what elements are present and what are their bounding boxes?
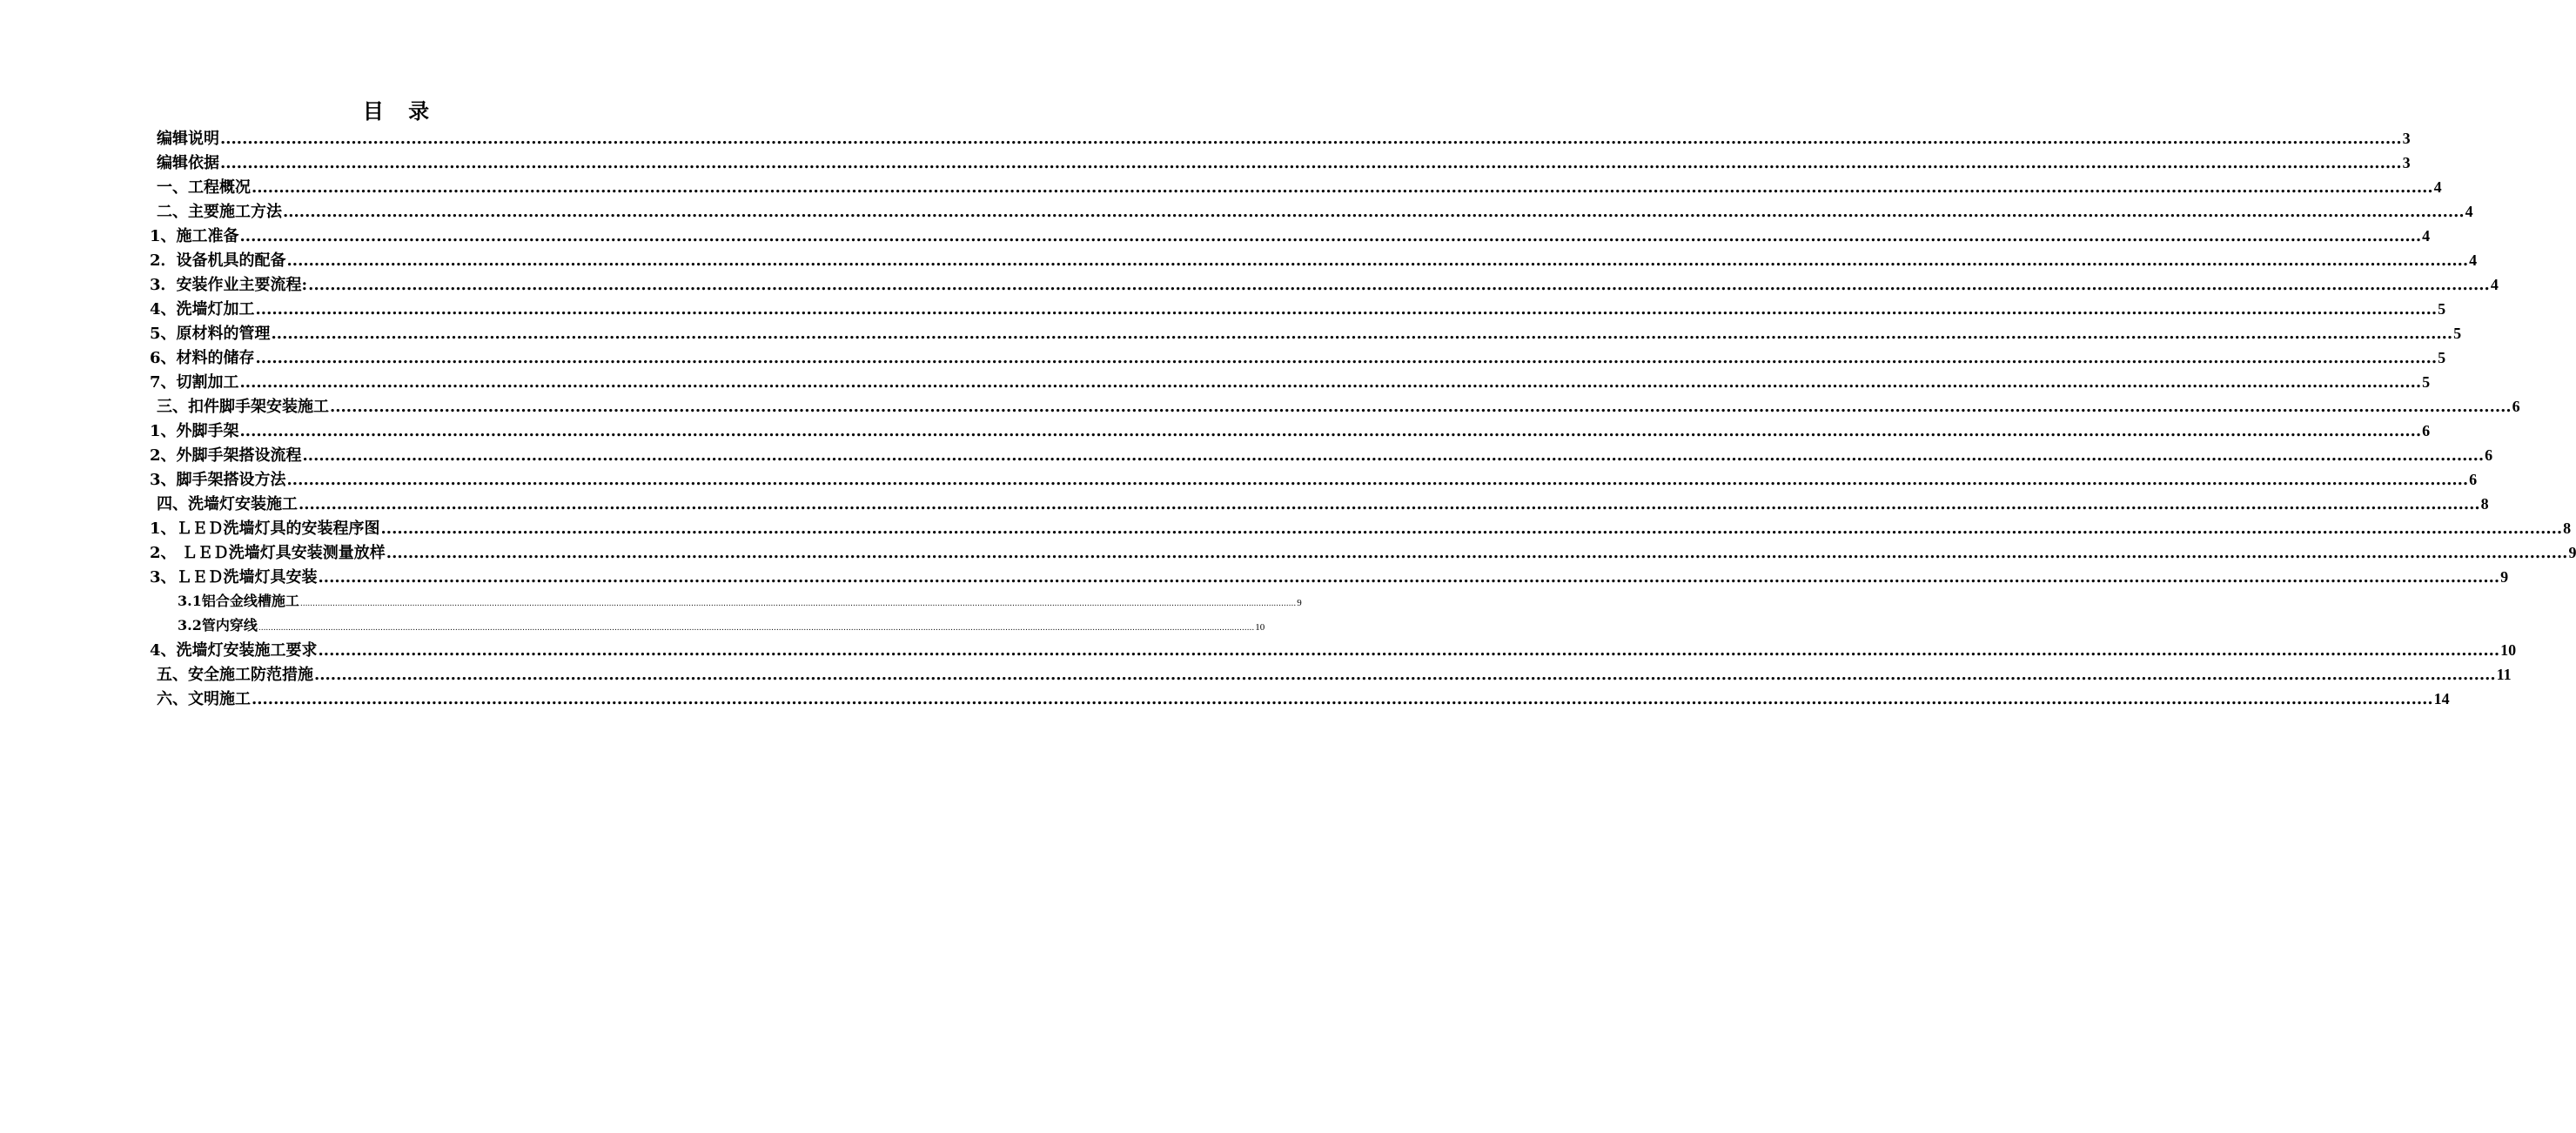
toc-dot-leader: ................................................................................................................................................................................................................................................................................................................................................................................................................ [308, 276, 2490, 294]
toc-entry-page-number: 4 [2433, 178, 2442, 196]
toc-dot-leader: ................................................................................................................................................................................................................................................................................................................................................................................................................ [255, 300, 2438, 318]
toc-dot-leader: ................................................................................................................................................................................................................................................................................................................................................................................................................ [318, 641, 2500, 660]
toc-entry-page-number: 4 [2469, 251, 2478, 269]
toc-entry-page-number: 8 [2563, 520, 2572, 537]
toc-entry-label: 编辑说明 [157, 130, 219, 148]
toc-entry[interactable] [150, 565, 2509, 589]
toc-entry[interactable] [150, 199, 2473, 224]
toc-entry-label: 3.2管内穿线 [178, 617, 258, 634]
toc-entry-label: 5、原材料的管理 [150, 325, 271, 343]
toc-entry[interactable] [150, 175, 2442, 199]
toc-entry-label: 1、施工准备 [150, 227, 239, 245]
toc-title: 目 录 [362, 98, 439, 124]
toc-dot-leader: ................................................................................................................................................................................................................................................................................................................................................................................................................ [286, 251, 2469, 270]
toc-dot-leader: ................................................................................................................................................................................................................................................................................................................................................................................................................ [271, 325, 2453, 343]
toc-entry-label: 编辑依据 [157, 154, 219, 172]
toc-entry-label: 一、工程概况 [157, 178, 251, 197]
toc-dot-leader: ................................................................................................................................................................................................................................................................................................................................................................................................................ [386, 544, 2568, 562]
toc-entry-page-number: 4 [2422, 227, 2431, 245]
toc-entry[interactable] [150, 662, 2512, 687]
toc-entry-page-number: 9 [2500, 568, 2509, 586]
toc-entry[interactable] [150, 516, 2572, 540]
toc-dot-leader: ................................................................................................................................................................................................................................................................................................................................................................................................................ [239, 227, 2422, 245]
toc-entry-label: 3、ＬＥＤ洗墙灯具安装 [150, 568, 318, 587]
toc-entry-page-number: 6 [2485, 446, 2493, 464]
toc-dot-leader: ................................................................................................................................................................................................................................................................................................................................................................................................................ [239, 373, 2422, 392]
toc-entry-label: 2、外脚手架搭设流程 [150, 446, 302, 465]
toc-entry-label: 4、洗墙灯加工 [150, 300, 255, 318]
toc-entry-page-number: 5 [2422, 373, 2431, 391]
toc-entry-page-number: 6 [2422, 422, 2431, 439]
toc-dot-leader: ................................................................................................................................................................................................................................................................................................................................................................................................................ [283, 203, 2465, 221]
toc-entry[interactable] [150, 321, 2462, 345]
toc-dot-leader: ................................................................................................................................................................................................................................................................................................................................................................................................................ [252, 178, 2433, 197]
toc-entry-page-number: 6 [2469, 471, 2478, 488]
toc-entry-page-number: 3 [2402, 130, 2411, 147]
toc-entry[interactable] [150, 492, 2489, 516]
toc-entry[interactable] [150, 126, 2411, 151]
toc-entry-page-number: 5 [2438, 349, 2446, 366]
toc-entry[interactable] [150, 297, 2446, 321]
toc-entry-label: 1、外脚手架 [150, 422, 239, 440]
toc-dot-leader: ................................................................................................................................................................................................................................................................................................................................................................................................................ [318, 568, 2500, 587]
toc-entry-page-number: 8 [2480, 495, 2489, 513]
toc-dot-leader: ................................................................................................................................................................................................................................................................................................................................................................................................................ [380, 520, 2563, 538]
toc-dot-leader: ................................................................................................................................................................................................................................................................................................................................................................................................................ [239, 422, 2422, 440]
toc-entry-page-number: 5 [2453, 325, 2462, 342]
toc-entry-label: 2、 ＬＥＤ洗墙灯具安装测量放样 [150, 544, 386, 562]
toc-dot-leader: ................................................................................................................................................................................................................................................................................................................................................................................................................ [330, 398, 2512, 416]
toc-entry[interactable] [150, 540, 2576, 565]
toc-entry-label: 2．设备机具的配备 [150, 251, 286, 270]
toc-entry-label: 四、洗墙灯安装施工 [157, 495, 298, 513]
toc-entry-page-number: 11 [2496, 666, 2512, 683]
toc-entry-label: 3、脚手架搭设方法 [150, 471, 286, 489]
toc-entry[interactable] [150, 687, 2450, 711]
toc-dot-leader: ................................................................................................................................................................................................................................................................................................................................................................................................................ [220, 154, 2402, 172]
toc-entry-label: 3．安装作业主要流程: [150, 276, 308, 294]
toc-entry-page-number: 10 [2500, 641, 2517, 659]
toc-entry[interactable] [150, 370, 2431, 394]
toc-entry-page-number: 3 [2402, 154, 2411, 171]
toc-entry-label: 1、ＬＥＤ洗墙灯具的安装程序图 [150, 520, 380, 538]
toc-dot-leader: ................................................................................................................................................................................................................................................................................................................................................................................................................ [299, 600, 1297, 608]
toc-dot-leader: ................................................................................................................................................................................................................................................................................................................................................................................................................ [286, 471, 2469, 489]
toc-entry[interactable] [150, 419, 2431, 443]
toc-entry-label: 6、材料的储存 [150, 349, 255, 367]
toc-dot-leader: ................................................................................................................................................................................................................................................................................................................................................................................................................ [220, 130, 2402, 148]
toc-entry[interactable] [150, 151, 2411, 175]
table-of-contents [150, 126, 2576, 711]
toc-entry-page-number: 14 [2433, 690, 2450, 707]
toc-dot-leader: ................................................................................................................................................................................................................................................................................................................................................................................................................ [258, 624, 1255, 633]
toc-entry-page-number: 4 [2465, 203, 2473, 220]
toc-dot-leader: ................................................................................................................................................................................................................................................................................................................................................................................................................ [302, 446, 2485, 465]
toc-dot-leader: ................................................................................................................................................................................................................................................................................................................................................................................................................ [299, 495, 2480, 513]
toc-entry[interactable] [150, 394, 2520, 419]
toc-entry-page-number: 9 [2568, 544, 2576, 561]
toc-entry[interactable] [150, 224, 2431, 248]
toc-entry[interactable] [150, 467, 2478, 492]
toc-entry-label: 3.1铝合金线槽施工 [178, 593, 299, 609]
toc-entry-page-number: 4 [2490, 276, 2499, 293]
toc-entry[interactable] [150, 443, 2493, 467]
toc-entry[interactable] [150, 248, 2478, 272]
toc-entry-label: 4、洗墙灯安装施工要求 [150, 641, 318, 660]
toc-entry[interactable] [150, 345, 2446, 370]
toc-dot-leader: ................................................................................................................................................................................................................................................................................................................................................................................................................ [255, 349, 2438, 367]
toc-entry-label: 五、安全施工防范措施 [157, 666, 313, 684]
toc-entry-page-number: 5 [2438, 300, 2446, 318]
toc-entry-page-number: 9 [1297, 598, 1302, 608]
toc-entry-label: 二、主要施工方法 [157, 203, 282, 221]
toc-entry-label: 六、文明施工 [157, 690, 251, 708]
toc-dot-leader: ................................................................................................................................................................................................................................................................................................................................................................................................................ [314, 666, 2496, 684]
toc-entry-label: 7、切割加工 [150, 373, 239, 392]
toc-entry[interactable] [150, 589, 1302, 613]
toc-entry-label: 三、扣件脚手架安装施工 [157, 398, 329, 416]
toc-entry-page-number: 6 [2512, 398, 2520, 415]
toc-entry-page-number: 10 [1255, 622, 1265, 633]
toc-entry[interactable] [150, 638, 2517, 662]
toc-entry[interactable] [150, 613, 1265, 638]
toc-entry[interactable] [150, 272, 2499, 297]
toc-dot-leader: ................................................................................................................................................................................................................................................................................................................................................................................................................ [252, 690, 2433, 708]
